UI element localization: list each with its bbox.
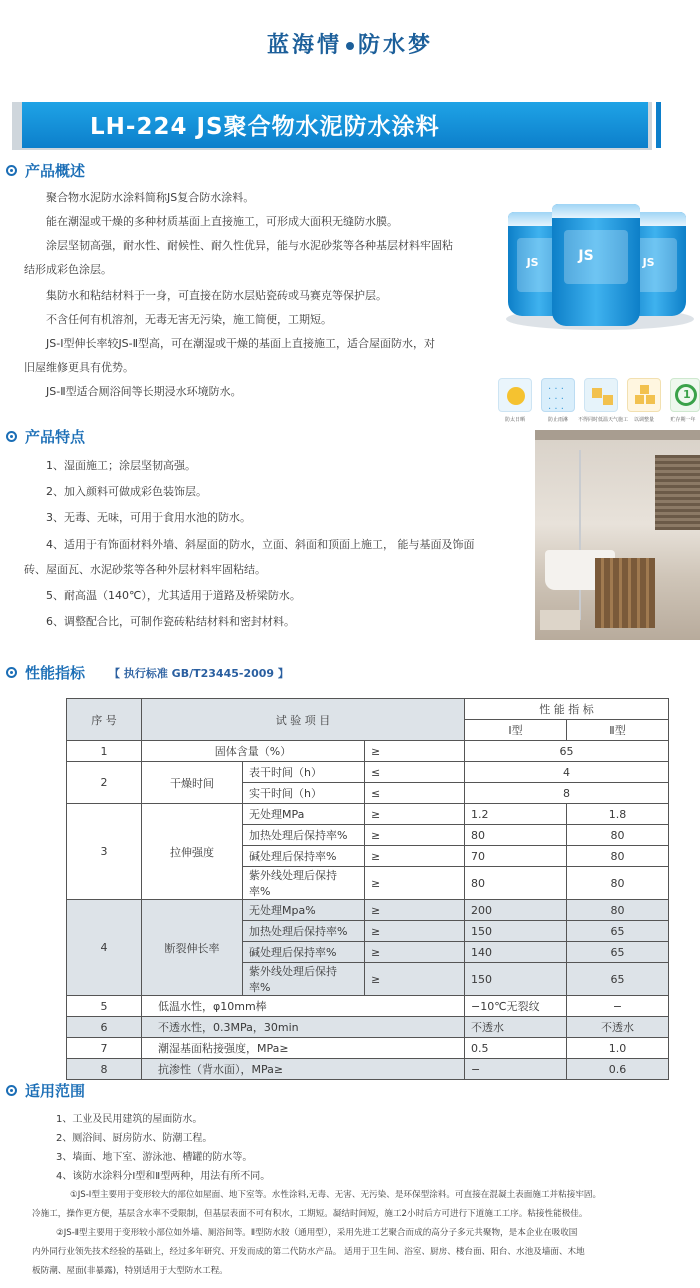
table-row	[67, 1017, 669, 1038]
bathroom-photo	[535, 430, 700, 640]
overview-paragraph-7: JS-Ⅱ型适合厕浴间等长期浸水环境防水。	[46, 385, 242, 398]
table-row	[67, 741, 669, 762]
table-header-row	[67, 699, 669, 720]
row-value-type2: 80	[567, 846, 669, 867]
table-row	[67, 762, 669, 783]
feature-caption-2: 防止雨淋	[547, 417, 568, 423]
row-value-type2: 0.6	[567, 1059, 669, 1080]
feature-item-3: 3、无毒、无味，可用于食用水池的防水。	[46, 511, 251, 524]
table-row	[67, 996, 669, 1017]
row-value-type2: 80	[567, 900, 669, 921]
storage-icon: 1	[670, 378, 700, 412]
row-no: 1	[67, 741, 142, 762]
row-group: 干燥时间	[142, 762, 243, 804]
header-no: 序 号	[67, 699, 142, 741]
product-title: LH-224 JS聚合物水泥防水涂料	[90, 114, 440, 140]
section-title-overview	[6, 160, 85, 181]
header-index: 性 能 指 标	[465, 699, 669, 720]
scope-note-2-cont: 内外同行业领先技术经验的基础上，经过多年研究、开发而成的第二代防水产品。 适用于卫生间、浴室、厨房、楼台面、阳台、水池及墙面、木地	[32, 1247, 585, 1257]
bucket-center: JS	[552, 204, 640, 326]
slogan-dot	[346, 42, 354, 50]
row-value-type2: 65	[567, 921, 669, 942]
table-row	[67, 900, 669, 921]
slogan-right: 防水梦	[358, 32, 434, 58]
table-row	[67, 1059, 669, 1080]
scope-item-3: 3、墙面、地下室、游泳池、槽罐的防水等。	[56, 1152, 253, 1163]
row-value-type1: 80	[465, 867, 567, 900]
row-no: 5	[67, 996, 142, 1017]
row-sym: ≥	[371, 849, 381, 863]
row-sym-cell	[365, 804, 465, 825]
row-sym: ≤	[371, 765, 381, 779]
row-value-type2: −	[567, 996, 669, 1017]
row-sym-cell	[365, 867, 465, 900]
scope-note-1: ①JS-Ⅰ型主要用于变形较大的部位如屋面、地下室等。水性涂料,无毒、无害、无污染、是环保型涂料。可直接在混凝土表面施工并粘接牢固。	[70, 1190, 602, 1200]
row-item: 无处理MPa	[243, 804, 365, 825]
row-sym-cell	[365, 963, 465, 996]
product-buckets-image	[498, 190, 698, 340]
row-value-type2: 80	[567, 825, 669, 846]
row-item: 潮湿基面粘接强度，MPa≥	[142, 1038, 465, 1059]
overview-paragraph-6: JS-Ⅰ型伸长率较JS-Ⅱ型高，可在潮湿或干燥的基面上直接施工，适合屋面防水，对	[46, 337, 436, 350]
row-no: 8	[67, 1059, 142, 1080]
section-title-scope	[6, 1080, 85, 1101]
slogan	[0, 28, 700, 59]
row-value-type1: 150	[465, 963, 567, 996]
row-value-type1: −10℃无裂纹	[465, 996, 567, 1017]
product-title-banner	[22, 102, 648, 148]
row-no: 4	[67, 900, 142, 996]
overview-paragraph-5: 不含任何有机溶剂，无毒无害无污染，施工简便，工期短。	[46, 313, 332, 326]
feature-item-6: 6、调整配合比，可制作瓷砖粘结材料和密封材料。	[46, 615, 295, 628]
table-row	[67, 1038, 669, 1059]
section-title-performance	[6, 662, 289, 683]
overview-paragraph-6-cont: 旧屋维修更具有优势。	[24, 361, 134, 374]
overview-title: 产品概述	[25, 162, 86, 180]
feature-item-5: 5、耐高温（140℃），尤其适用于道路及桥梁防水。	[46, 589, 301, 602]
row-sym: ≥	[371, 945, 381, 959]
bullet-icon	[6, 667, 17, 678]
bullet-icon	[6, 165, 17, 176]
feature-caption-1: 防太日晒	[504, 417, 525, 423]
row-sym-cell	[365, 741, 465, 762]
row-value-type2: 1.8	[567, 804, 669, 825]
overview-paragraph-2: 能在潮湿或干燥的多种材质基面上直接施工，可形成大面积无缝防水膜。	[46, 215, 398, 228]
feature-item-2: 2、加入颜料可做成彩色装饰层。	[46, 485, 207, 498]
bucket-left: JS	[508, 212, 570, 316]
row-item: 低温水性，φ10mm棒	[142, 996, 465, 1017]
row-group: 断裂伸长率	[142, 900, 243, 996]
scope-note-2-end: 板防潮、屋面(非暴露)，特别适用于大型防水工程。	[32, 1266, 228, 1276]
row-item: 表干时间（h）	[243, 762, 365, 783]
features-title: 产品特点	[25, 428, 86, 446]
overview-paragraph-3: 涂层坚韧高强，耐水性、耐候性、耐久性优异，能与水泥砂浆等各种基层材料牢固粘	[46, 239, 453, 252]
row-value-type1: 不透水	[465, 1017, 567, 1038]
feature-caption-3: 不得同时低温天气施工	[578, 417, 629, 423]
row-value: 8	[465, 783, 669, 804]
row-value-type1: 1.2	[465, 804, 567, 825]
performance-title: 性能指标	[25, 664, 86, 682]
scope-note-2: ②JS-Ⅱ型主要用于变形较小部位如外墙、厕浴间等。Ⅱ型防水胶（通用型），采用先进工艺聚合而成的高分子多元共聚物，是本企业在吸收国	[56, 1228, 578, 1238]
overview-paragraph-3-cont: 结形成彩色涂层。	[24, 263, 112, 276]
sun-icon	[498, 378, 532, 412]
section-title-features	[6, 426, 85, 447]
row-item: 加热处理后保持率%	[243, 825, 365, 846]
low-temp-icon	[584, 378, 618, 412]
row-no: 7	[67, 1038, 142, 1059]
row-sym-cell	[365, 846, 465, 867]
rain-icon: · · · · · · · · ·	[541, 378, 575, 412]
row-sym: ≥	[371, 807, 381, 821]
slogan-left: 蓝海情	[266, 32, 342, 58]
row-sym-cell	[365, 900, 465, 921]
overview-paragraph-1: 聚合物水泥防水涂料简称JS复合防水涂料。	[46, 191, 255, 204]
row-no: 6	[67, 1017, 142, 1038]
row-value-type2: 1.0	[567, 1038, 669, 1059]
header-item: 试 验 项 目	[142, 699, 465, 741]
row-value-type1: 140	[465, 942, 567, 963]
row-value-type1: −	[465, 1059, 567, 1080]
row-item: 实干时间（h）	[243, 783, 365, 804]
performance-table	[66, 698, 669, 1080]
row-item: 无处理Mpa%	[243, 900, 365, 921]
row-value-type1: 80	[465, 825, 567, 846]
row-value-type1: 150	[465, 921, 567, 942]
row-sym-cell	[365, 783, 465, 804]
row-value-type2: 80	[567, 867, 669, 900]
row-value-type2: 不透水	[567, 1017, 669, 1038]
row-sym: ≥	[371, 744, 381, 758]
header-type2: Ⅱ型	[567, 720, 669, 741]
feature-caption-4: 以调整量	[633, 417, 654, 423]
row-sym: ≥	[371, 903, 381, 917]
row-sym: ≥	[371, 828, 381, 842]
row-sym-cell	[365, 825, 465, 846]
banner-accent-bar	[656, 102, 661, 148]
bullet-icon	[6, 431, 17, 442]
row-no: 2	[67, 762, 142, 804]
stack-icon	[627, 378, 661, 412]
table-row	[67, 804, 669, 825]
scope-item-2: 2、厕浴间、厨房防水、防潮工程。	[56, 1133, 213, 1144]
scope-item-4: 4、该防水涂料分Ⅰ型和Ⅱ型两种，用法有所不同。	[56, 1171, 271, 1182]
row-no: 3	[67, 804, 142, 900]
row-sym-cell	[365, 921, 465, 942]
row-value: 4	[465, 762, 669, 783]
bucket-right: JS	[624, 212, 686, 316]
execution-standard: 【 执行标准 GB/T23445-2009 】	[109, 666, 289, 680]
scope-item-1: 1、工业及民用建筑的屋面防水。	[56, 1114, 203, 1125]
bullet-icon	[6, 1085, 17, 1096]
row-item: 紫外线处理后保持率%	[243, 867, 365, 900]
scope-note-1-cont: 冷施工，操作更方便，基层含水率不受限制，但基层表面不可有积水，工期短。凝结时间短，施工2小时后方可进行下道施工工序。粘接性能极佳。	[32, 1209, 588, 1219]
row-value-type1: 0.5	[465, 1038, 567, 1059]
row-sym-cell	[365, 762, 465, 783]
row-item: 碱处理后保持率%	[243, 942, 365, 963]
row-sym: ≥	[371, 924, 381, 938]
scope-title: 适用范围	[25, 1082, 86, 1100]
row-value-type1: 70	[465, 846, 567, 867]
row-item: 不透水性，0.3MPa，30min	[142, 1017, 465, 1038]
feature-caption-5: 贮存期一年	[670, 417, 696, 423]
row-item: 碱处理后保持率%	[243, 846, 365, 867]
row-value-type2: 65	[567, 963, 669, 996]
feature-item-4: 4、适用于有饰面材料外墙、斜屋面的防水，立面、斜面和顶面上施工， 能与基面及饰面	[46, 538, 475, 551]
row-sym: ≥	[371, 972, 381, 986]
row-item: 抗渗性（背水面），MPa≥	[142, 1059, 465, 1080]
row-value-type2: 65	[567, 942, 669, 963]
header-type1: Ⅰ型	[465, 720, 567, 741]
row-item: 紫外线处理后保持率%	[243, 963, 365, 996]
feature-item-4-cont: 砖、屋面瓦、水泥砂浆等各种外层材料牢固粘结。	[24, 563, 266, 576]
row-sym: ≥	[371, 876, 381, 890]
row-item: 加热处理后保持率%	[243, 921, 365, 942]
row-sym: ≤	[371, 786, 381, 800]
row-value-type1: 200	[465, 900, 567, 921]
overview-paragraph-4: 集防水和粘结材料于一身，可直接在防水层贴瓷砖或马赛克等保护层。	[46, 289, 387, 302]
row-sym-cell	[365, 942, 465, 963]
row-group: 拉伸强度	[142, 804, 243, 900]
feature-item-1: 1、湿面施工；涂层坚韧高强。	[46, 459, 196, 472]
row-value: 65	[465, 741, 669, 762]
row-item: 固体含量（%）	[142, 741, 365, 762]
